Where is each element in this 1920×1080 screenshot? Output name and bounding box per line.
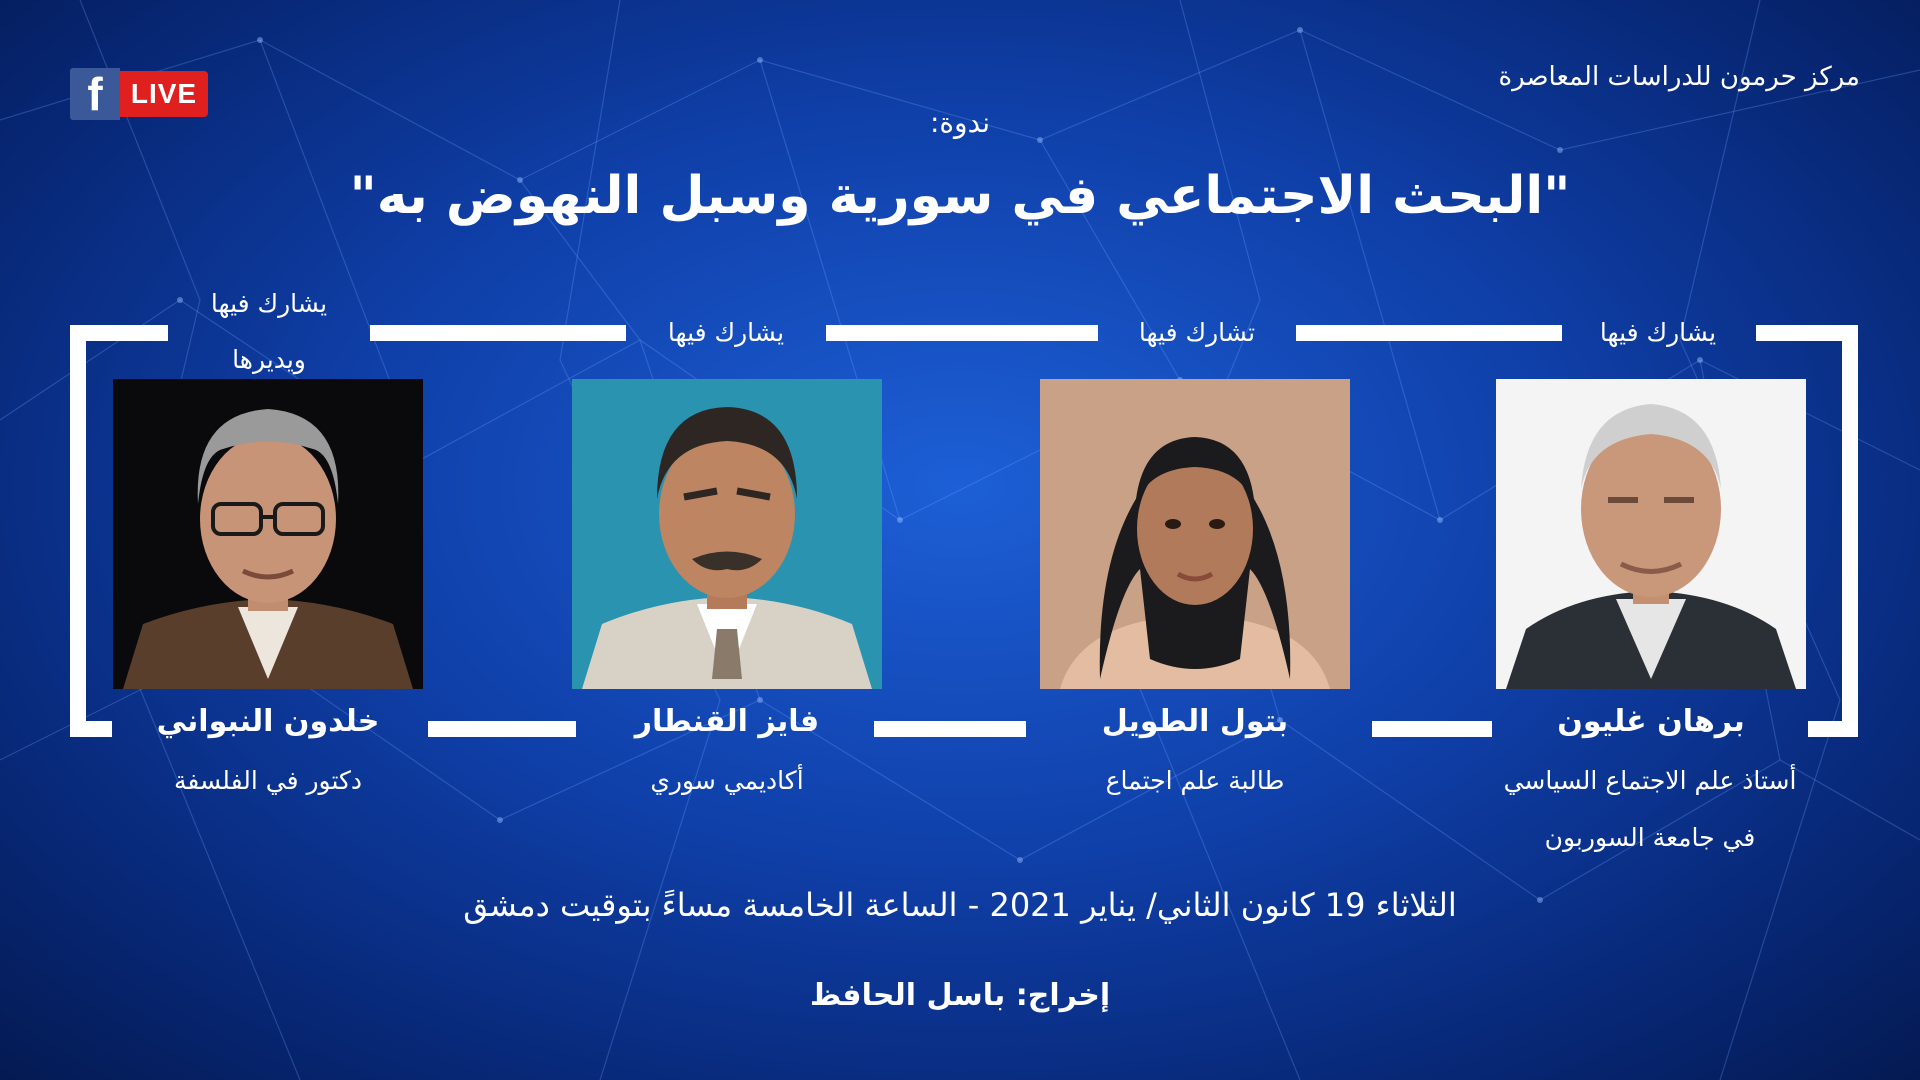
facebook-icon: f [70, 68, 120, 120]
participant-description: أكاديمي سوري [650, 766, 804, 795]
participant-name: فايز القنطار [634, 704, 820, 739]
facebook-live-badge [70, 68, 216, 120]
participant-name: بتول الطويل [1101, 704, 1289, 739]
event-label: ندوة: [929, 106, 991, 139]
participant-photo [1040, 379, 1350, 689]
participant-role: يشارك فيها [667, 318, 785, 347]
live-label: LIVE [120, 71, 208, 117]
center-name: مركز حرمون للدراسات المعاصرة [1498, 62, 1860, 92]
participant-name: برهان غليون [1557, 704, 1745, 739]
participant-role: تشارك فيها [1138, 318, 1256, 347]
event-date: الثلاثاء 19 كانون الثاني/ يناير 2021 - الساعة الخامسة مساءً بتوقيت دمشق [463, 886, 1457, 924]
participant-description: دكتور في الفلسفة [173, 766, 363, 795]
participant-description: أستاذ علم الاجتماع السياسي في جامعة السوربون [1503, 766, 1797, 852]
director-credit: إخراج: باسل الحافظ [809, 978, 1111, 1013]
participant-description: طالبة علم اجتماع [1105, 766, 1285, 795]
event-title: "البحث الاجتماعي في سورية وسبل النهوض به" [349, 166, 1571, 226]
participant-name: خلدون النبواني [156, 704, 380, 739]
participant-photo [572, 379, 882, 689]
participant-photo [1496, 379, 1806, 689]
participant-role: يشارك فيها ويديرها [210, 289, 328, 374]
participant-photo [113, 379, 423, 689]
participant-role: يشارك فيها [1599, 318, 1717, 347]
